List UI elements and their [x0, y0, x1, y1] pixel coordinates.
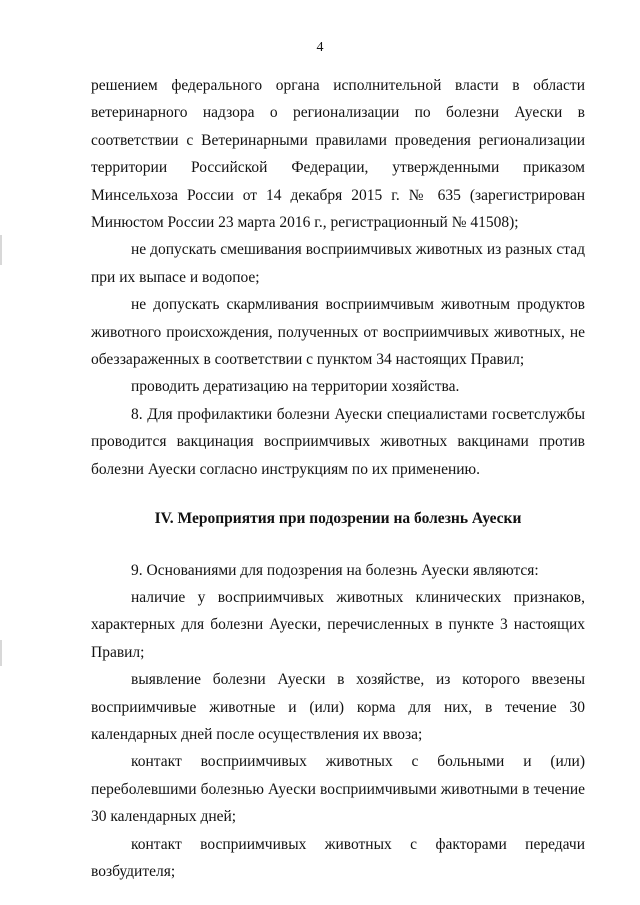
paragraph: наличие у восприимчивых животных клинических признаков, характерных для болезни Ауески, перечисленных в пункте 3 настоящих Правил;	[91, 588, 585, 661]
paragraph: решением федерального органа исполнительной власти в области ветеринарного надзора о регионализации по болезни Ауески в соответствии с Ветеринарными правилами проведения регионализации территории Российской Федерации, утвержденными приказом Минсельхоза России от 14 декабря 2015 г. № 635 (зарегистрирован Минюстом России 23 марта 2016 г., регистрационный № 41508);	[91, 77, 585, 232]
paragraph: проводить дератизацию на территории хозяйства.	[131, 378, 460, 396]
page-number: 4	[316, 40, 324, 55]
scan-edge-mark	[0, 235, 2, 265]
paragraph: 8. Для профилактики болезни Ауески специалистами госветслужбы проводится вакцинация восприимчивых животных вакцинами против болезни Ауески согласно инструкциям по их применению.	[91, 405, 585, 478]
section-heading: IV. Мероприятия при подозрении на болезнь Ауески	[154, 510, 522, 528]
paragraph: 9. Основаниями для подозрения на болезнь Ауески являются:	[131, 561, 539, 579]
document-body	[91, 72, 585, 885]
scan-edge-mark	[0, 640, 2, 666]
paragraph: не допускать смешивания восприимчивых животных из разных стад при их выпасе и водопое;	[91, 241, 585, 286]
paragraph: контакт восприимчивых животных с больными и (или) переболевшими болезнью Ауески восприимчивыми животными в течение 30 календарных дней;	[91, 753, 585, 826]
paragraph: не допускать скармливания восприимчивым животным продуктов животного происхождения, полученных от восприимчивых животных, не обеззараженных в соответствии с пунктом 34 настоящих Правил;	[91, 296, 585, 369]
paragraph: контакт восприимчивых животных с факторами передачи возбудителя;	[91, 835, 585, 880]
paragraph: выявление болезни Ауески в хозяйстве, из которого ввезены восприимчивые животные и (или) корма для них, в течение 30 календарных дней после осуществления их ввоза;	[91, 671, 585, 743]
